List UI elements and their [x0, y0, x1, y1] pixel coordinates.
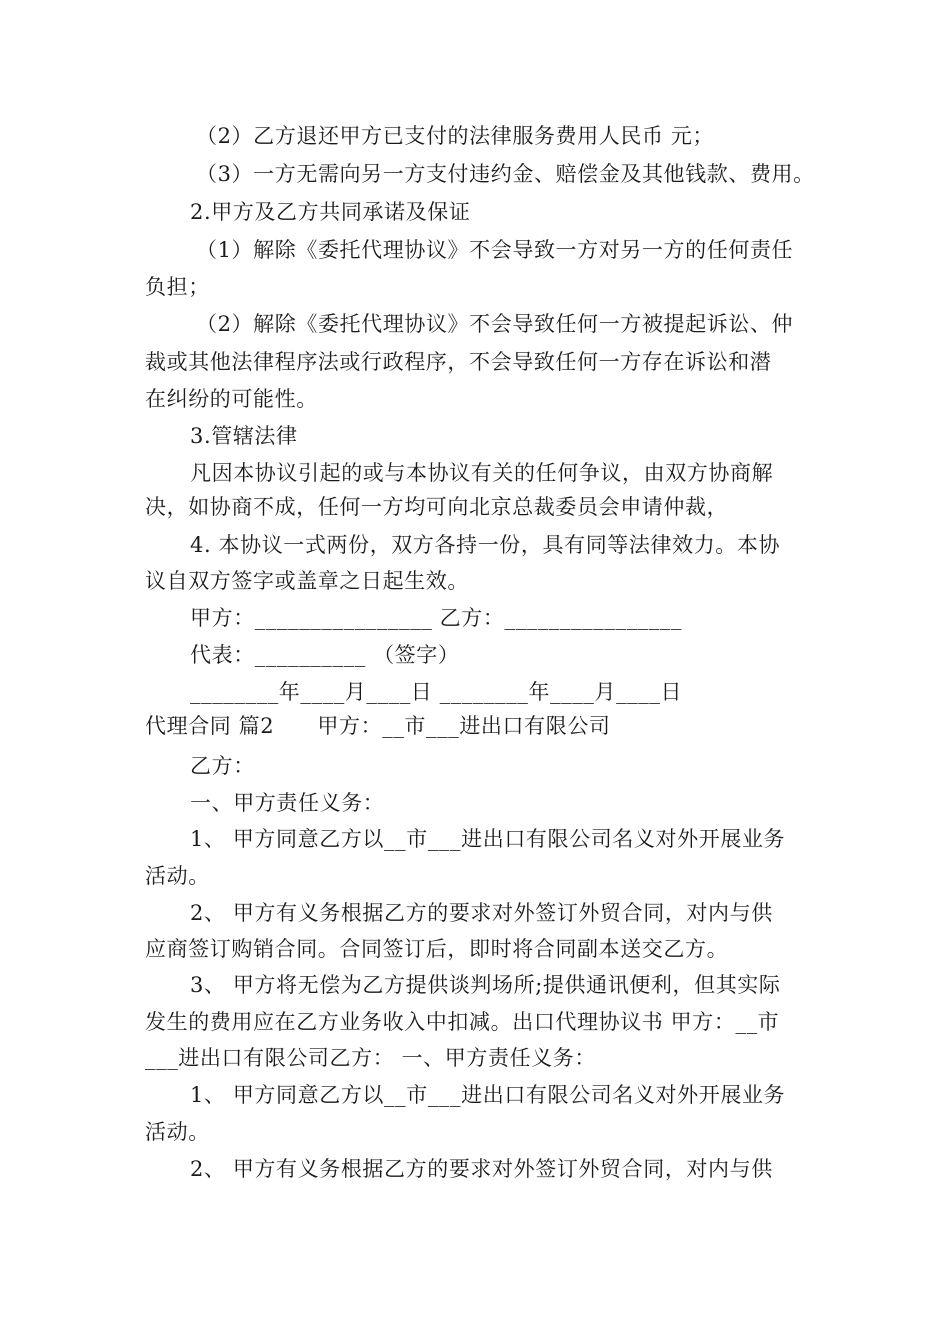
paragraph-line: 决，如协商不成，任何一方均可向北京总裁委员会申请仲裁， — [145, 495, 729, 519]
signature-line-representative: 代表：__________ （签字） — [190, 643, 460, 667]
signature-line-date: ________年____月____日 ________年____月____日 — [190, 680, 683, 704]
paragraph-line: 负担； — [145, 275, 210, 299]
paragraph-line: 活动。 — [145, 864, 210, 888]
paragraph-line: 3、 甲方将无偿为乙方提供谈判场所;提供通讯便利，但其实际 — [190, 973, 781, 997]
paragraph-line: （2）解除《委托代理协议》不会导致任何一方被提起诉讼、仲 — [196, 312, 794, 336]
paragraph-line: （2）乙方退还甲方已支付的法律服务费用人民币 元； — [196, 124, 715, 148]
paragraph-line: 2、 甲方有义务根据乙方的要求对外签订外贸合同，对内与供 — [190, 901, 773, 925]
paragraph-line: 1、 甲方同意乙方以__市___进出口有限公司名义对外开展业务 — [190, 1083, 786, 1107]
paragraph-line: ___进出口有限公司乙方： 一、甲方责任义务： — [145, 1046, 596, 1070]
section-heading: 一、甲方责任义务： — [190, 791, 385, 815]
contract-heading: 代理合同 篇2 甲方：__市___进出口有限公司 — [145, 714, 611, 738]
paragraph-line: （1）解除《委托代理协议》不会导致一方对另一方的任何责任 — [196, 238, 794, 262]
paragraph-line: 发生的费用应在乙方业务收入中扣减。出口代理协议书 甲方：__市 — [145, 1010, 780, 1034]
paragraph-line: 裁或其他法律程序法或行政程序，不会导致任何一方存在诉讼和潜 — [145, 350, 772, 374]
paragraph-line: 2、 甲方有义务根据乙方的要求对外签订外贸合同，对内与供 — [190, 1157, 773, 1181]
paragraph-line: 活动。 — [145, 1120, 210, 1144]
paragraph-line: （3）一方无需向另一方支付违约金、赔偿金及其他钱款、费用。 — [196, 162, 815, 186]
paragraph-line: 乙方： — [190, 754, 255, 778]
paragraph-line: 4. 本协议一式两份，双方各持一份，具有同等法律效力。本协 — [190, 533, 781, 557]
signature-line-parties: 甲方：________________ 乙方：________________ — [190, 606, 683, 630]
paragraph-line: 应商签订购销合同。合同签订后，即时将合同副本送交乙方。 — [145, 937, 729, 961]
paragraph-line: 1、 甲方同意乙方以__市___进出口有限公司名义对外开展业务 — [190, 827, 786, 851]
paragraph-line: 凡因本协议引起的或与本协议有关的任何争议，由双方协商解 — [190, 461, 774, 485]
paragraph-line: 议自双方签字或盖章之日起生效。 — [145, 569, 469, 593]
section-heading: 3.管辖法律 — [190, 424, 298, 448]
paragraph-line: 在纠纷的可能性。 — [145, 387, 318, 411]
section-heading: 2.甲方及乙方共同承诺及保证 — [190, 200, 471, 224]
